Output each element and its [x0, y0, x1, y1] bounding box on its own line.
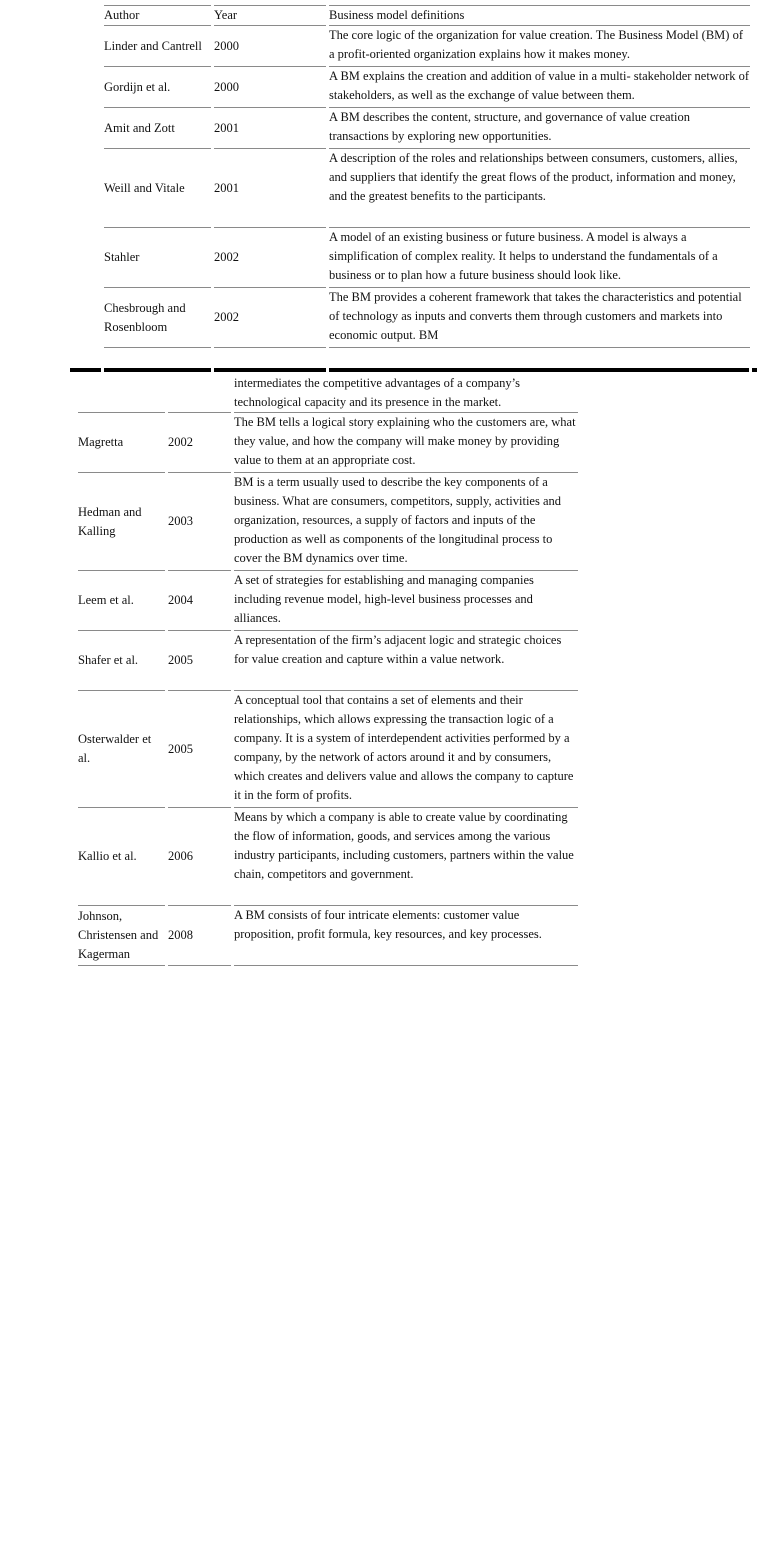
table-row	[78, 906, 578, 966]
year-cell: 2004	[168, 571, 231, 631]
author-cell: Stahler	[104, 228, 211, 288]
table-row	[104, 26, 750, 67]
header-author: Author	[104, 6, 211, 26]
year-cell: 2006	[168, 808, 231, 906]
page-break-divider	[104, 368, 211, 372]
definition-cell: A BM describes the content, structure, and governance of value creation transactions by exploring new opportunities.	[329, 108, 750, 149]
author-cell: Chesbrough and Rosenbloom	[104, 288, 211, 348]
year-cell: 2008	[168, 906, 231, 966]
author-cell	[78, 374, 165, 413]
author-cell: Kallio et al.	[78, 808, 165, 906]
author-cell: Magretta	[78, 413, 165, 473]
definition-cell: BM is a term usually used to describe the key components of a business. What are consumers, competitors, supply, activities and organization, resources, a supply of factors and inputs of the production as well as components of the longitudinal process to cover the BM dynamics over time.	[234, 473, 578, 571]
author-cell: Osterwalder et al.	[78, 691, 165, 808]
year-cell: 2000	[214, 26, 326, 67]
page-break-divider	[214, 368, 326, 372]
business-model-table-continued	[78, 374, 578, 966]
definition-cell: A model of an existing business or future business. A model is always a simplification of complex reality. It helps to understand the fundamentals of a business or to plan how a future business should look like.	[329, 228, 750, 288]
author-cell: Linder and Cantrell	[104, 26, 211, 67]
definition-cell: intermediates the competitive advantages of a company’s technological capacity and its presence in the market.	[234, 374, 578, 413]
table-row	[78, 808, 578, 906]
table-row	[104, 67, 750, 108]
table-row	[78, 571, 578, 631]
author-cell: Leem et al.	[78, 571, 165, 631]
author-cell: Shafer et al.	[78, 631, 165, 691]
author-cell: Gordijn et al.	[104, 67, 211, 108]
table-row	[104, 288, 750, 348]
definition-cell: The BM tells a logical story explaining who the customers are, what they value, and how the company will make money by providing value to them at an appropriate cost.	[234, 413, 578, 473]
year-cell: 2005	[168, 631, 231, 691]
author-cell: Amit and Zott	[104, 108, 211, 149]
year-cell: 2003	[168, 473, 231, 571]
author-cell: Johnson, Christensen and Kagerman	[78, 906, 165, 966]
definition-cell: A description of the roles and relationships between consumers, customers, allies, and suppliers that identify the great flows of the product, information and money, and the greatest benefits to the participants.	[329, 149, 750, 228]
definition-cell: A BM consists of four intricate elements: customer value proposition, profit formula, key resources, and key processes.	[234, 906, 578, 966]
year-cell: 2005	[168, 691, 231, 808]
page-break-divider	[752, 368, 757, 372]
definition-cell: A BM explains the creation and addition of value in a multi- stakeholder network of stakeholders, as well as the exchange of value between them.	[329, 67, 750, 108]
table-row	[78, 691, 578, 808]
table-row	[104, 149, 750, 228]
page-break-divider	[70, 368, 101, 372]
year-cell: 2002	[214, 288, 326, 348]
definition-cell: A conceptual tool that contains a set of elements and their relationships, which allows expressing the transaction logic of a company. It is a system of interdependent activities performed by a company, by the network of actors around it and by consumers, which creates and delivers value and allows the company to capture it in the form of profits.	[234, 691, 578, 808]
year-cell: 2001	[214, 149, 326, 228]
definition-cell: The BM provides a coherent framework that takes the characteristics and potential of technology as inputs and converts them through customers and markets into economic output. BM	[329, 288, 750, 348]
page-break-divider	[329, 368, 749, 372]
header-year: Year	[214, 6, 326, 26]
definition-cell: A set of strategies for establishing and managing companies including revenue model, high-level business processes and alliances.	[234, 571, 578, 631]
year-cell: 2000	[214, 67, 326, 108]
table-header-row	[104, 6, 750, 26]
table-row	[104, 228, 750, 288]
author-cell: Weill and Vitale	[104, 149, 211, 228]
definition-cell: The core logic of the organization for value creation. The Business Model (BM) of a profit-oriented organization explains how it makes money.	[329, 26, 750, 67]
author-cell: Hedman and Kalling	[78, 473, 165, 571]
table-row	[78, 374, 578, 413]
header-definition: Business model definitions	[329, 6, 750, 26]
year-cell: 2001	[214, 108, 326, 149]
year-cell: 2002	[214, 228, 326, 288]
definition-cell: A representation of the firm’s adjacent logic and strategic choices for value creation and capture within a value network.	[234, 631, 578, 691]
year-cell	[168, 374, 231, 413]
definition-cell: Means by which a company is able to create value by coordinating the flow of information, goods, and services among the various industry participants, including customers, partners within the value chain, competitors and government.	[234, 808, 578, 906]
year-cell: 2002	[168, 413, 231, 473]
table-row	[78, 473, 578, 571]
table-row	[78, 631, 578, 691]
business-model-table-top	[104, 5, 750, 348]
table-row	[104, 108, 750, 149]
table-row	[78, 413, 578, 473]
